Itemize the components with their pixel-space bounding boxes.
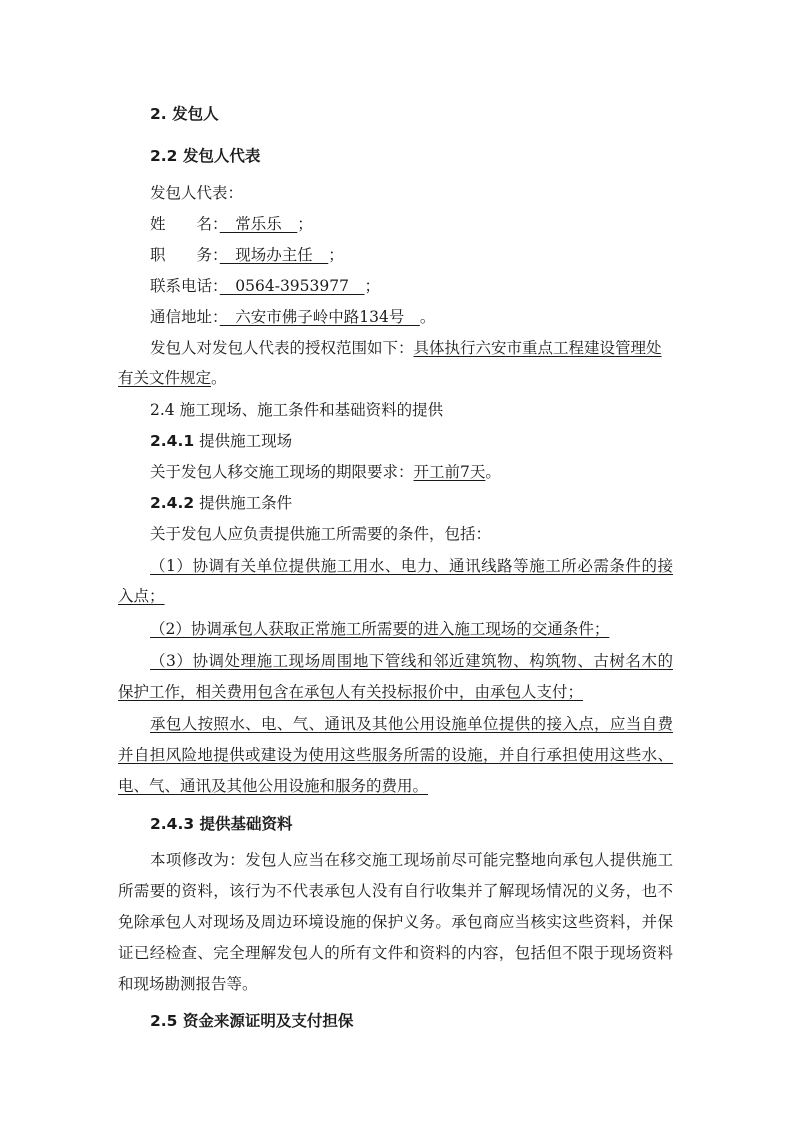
authority-end: 。 [211, 369, 227, 387]
phone-end: ； [364, 277, 380, 295]
section-2-4-1-heading [150, 431, 292, 451]
phone-row [150, 276, 380, 296]
utilities-paragraph-line-1: 承包人按照水、电、气、通讯及其他公用设施单位提供的接入点，应当自费 [150, 715, 673, 733]
address-row [150, 307, 435, 327]
authority-line-1 [150, 338, 662, 358]
site-handover-text: 关于发包人移交施工现场的期限要求： [150, 463, 414, 481]
section-2-4-1-number: 2.4.1 [150, 432, 195, 450]
phone-label: 联系电话： [150, 277, 220, 295]
site-handover-value: 开工前7天 [413, 463, 486, 481]
basic-data-line-5: 和现场勘测报告等。 [118, 975, 258, 993]
authority-prefix: 发包人对发包人代表的授权范围如下： [150, 339, 414, 357]
position-end: ； [328, 246, 344, 264]
phone-value: 0564-3953977 [219, 277, 365, 295]
name-value: 常乐乐 [219, 215, 298, 233]
address-label: 通信地址： [150, 308, 220, 326]
basic-data-line-1: 本项修改为：发包人应当在移交施工现场前尽可能完整地向承包人提供施工 [150, 851, 673, 869]
condition-item-2: （2）协调承包人获取正常施工所需要的进入施工现场的交通条件； [150, 620, 610, 638]
utilities-paragraph-line-2: 并自担风险地提供或建设为使用这些服务所需的设施，并自行承担使用这些水、 [118, 746, 673, 764]
section-2-4-3-heading: 2.4.3 提供基础资料 [150, 815, 293, 833]
authority-line-2 [118, 368, 227, 388]
address-value: 六安市佛子岭中路134号 [219, 308, 420, 326]
site-handover-end: 。 [485, 463, 501, 481]
utilities-paragraph-line-3: 电、气、通讯及其他公用设施和服务的费用。 [118, 777, 429, 795]
section-2-4-heading: 2.4 施工现场、施工条件和基础资料的提供 [150, 401, 444, 419]
section-2-4-2-number: 2.4.2 [150, 494, 195, 512]
site-handover-row [150, 462, 501, 482]
name-label: 姓 名： [150, 215, 220, 233]
section-number: 2. [150, 105, 167, 123]
authority-value-2: 有关文件规定 [118, 369, 212, 387]
basic-data-line-4: 证已经检查、完全理解发包人的所有文件和资料的内容，包括但不限于现场资料 [118, 944, 673, 962]
section-2-5-heading: 2.5 资金来源证明及支付担保 [150, 1012, 354, 1030]
position-row [150, 245, 344, 265]
position-value: 现场办主任 [219, 246, 329, 264]
representative-intro: 发包人代表： [150, 184, 244, 202]
condition-item-1-line-1: （1）协调有关单位提供施工用水、电力、通讯线路等施工所必需条件的接 [150, 557, 673, 575]
condition-item-3-line-2: 保护工作，相关费用包含在承包人有关投标报价中，由承包人支付； [118, 683, 584, 701]
section-2-2-heading: 2.2 发包人代表 [150, 147, 261, 165]
address-end: 。 [419, 308, 436, 326]
position-label: 职 务： [150, 246, 220, 264]
name-end: ； [297, 215, 313, 233]
section-2-4-1-title: 提供施工现场 [199, 432, 293, 450]
name-row [150, 214, 313, 234]
condition-item-1-line-2: 入点； [118, 587, 165, 605]
section-title: 发包人 [172, 105, 219, 123]
section-2-4-2-title: 提供施工条件 [199, 494, 293, 512]
basic-data-line-2: 所需要的资料，该行为不代表承包人没有自行收集并了解现场情况的义务，也不 [118, 882, 673, 900]
section-2-4-2-heading [150, 493, 292, 513]
conditions-intro: 关于发包人应负责提供施工所需要的条件，包括： [150, 525, 492, 543]
basic-data-line-3: 免除承包人对现场及周边环境设施的保护义务。承包商应当核实这些资料，并保 [118, 913, 673, 931]
section-2-heading [150, 104, 219, 124]
authority-value-1: 具体执行六安市重点工程建设管理处 [413, 339, 662, 357]
condition-item-3-line-1: （3）协调处理施工现场周围地下管线和邻近建筑物、构筑物、古树名木的 [150, 652, 673, 670]
